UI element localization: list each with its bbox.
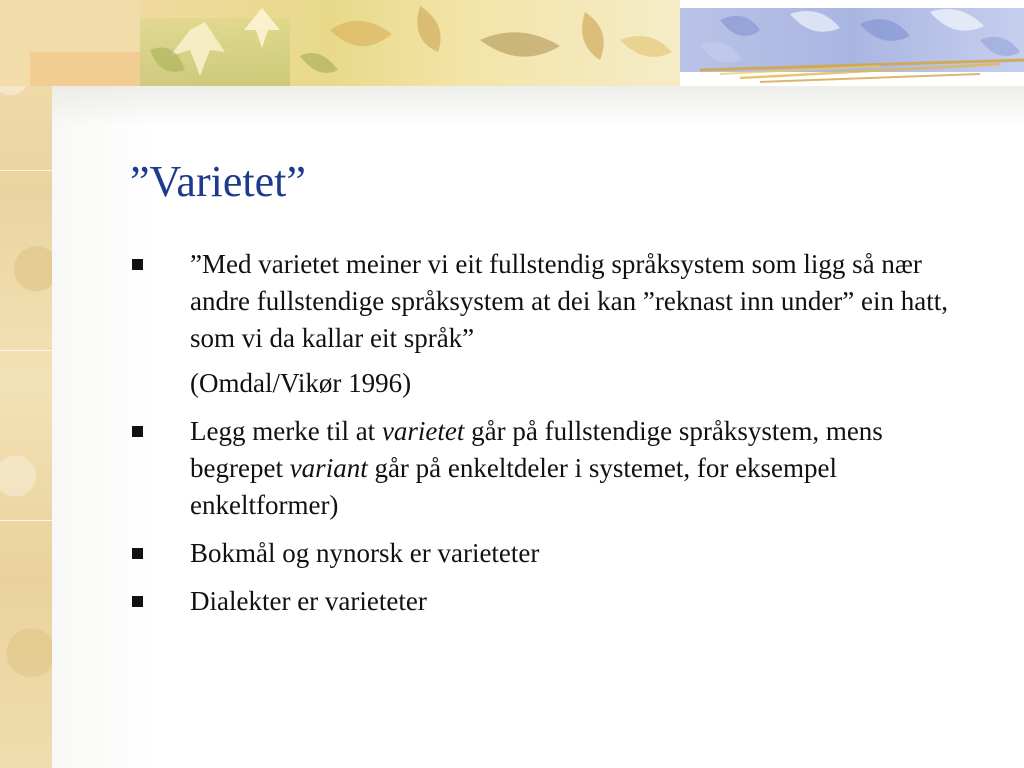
term-variant: variant — [289, 453, 368, 483]
bullet-text: Bokmål og nynorsk er varieteter — [190, 538, 540, 568]
bullet-text-part: Legg merke til at — [190, 416, 382, 446]
list-item — [130, 535, 980, 572]
banner-shadow — [52, 86, 1024, 126]
leaf-collage-banner — [0, 0, 1024, 86]
list-item-citation — [130, 365, 980, 402]
bullet-list — [130, 246, 980, 631]
parchment-seam — [0, 350, 52, 351]
parchment-seam — [0, 170, 52, 171]
bullet-text: Dialekter er varieteter — [190, 586, 427, 616]
list-item — [130, 583, 980, 620]
citation-text: (Omdal/Vikør 1996) — [190, 368, 412, 398]
bullet-text-part: går på enkeltdeler i systemet, for eksempel enkeltformer) — [190, 453, 838, 520]
term-varietet: varietet — [381, 416, 465, 446]
square-bullet-icon — [132, 426, 143, 437]
slide-title: ”Varietet” — [130, 157, 306, 206]
bullet-text: ”Med varietet meiner vi eit fullstendig språksystem som ligg så nær andre fullstendige språksystem at dei kan ”reknast inn under” ein hatt, som vi da kallar eit språk” — [190, 249, 949, 353]
bullet-text-part: går på fullstendige språksystem, mens begrepet — [190, 416, 883, 483]
square-bullet-icon — [132, 596, 143, 607]
list-item — [130, 413, 980, 524]
parchment-strip — [0, 0, 52, 768]
square-bullet-icon — [132, 259, 143, 270]
parchment-seam — [0, 520, 52, 521]
list-item — [130, 246, 980, 357]
square-bullet-icon — [132, 548, 143, 559]
